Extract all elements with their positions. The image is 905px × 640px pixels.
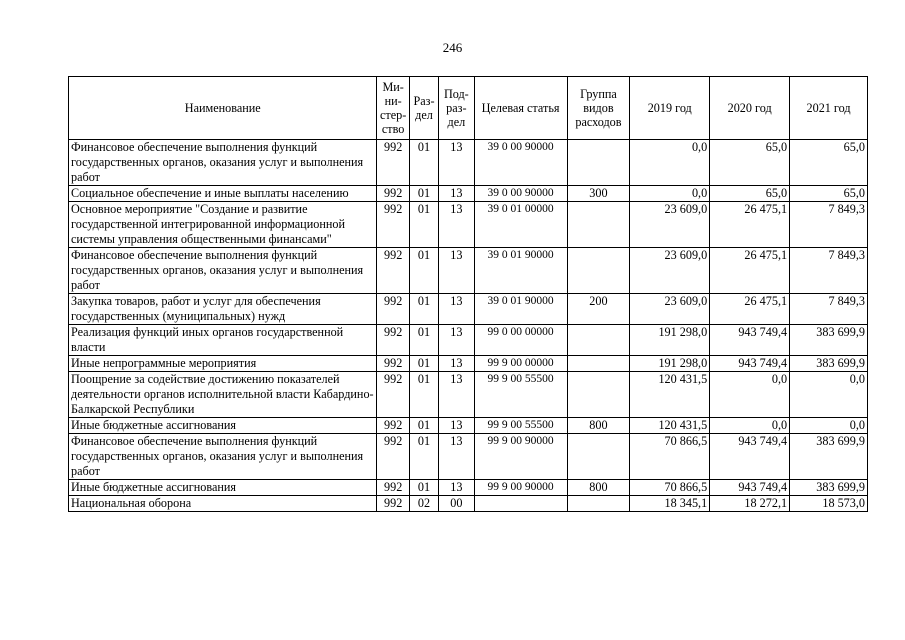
cell-2020: 18 272,1	[710, 496, 790, 512]
cell-2020: 943 749,4	[710, 434, 790, 480]
cell-section: 01	[409, 372, 438, 418]
header-subsection: Под-раз-дел	[439, 77, 474, 140]
table-row	[69, 372, 868, 418]
cell-ministry: 992	[377, 248, 409, 294]
cell-ministry: 992	[377, 356, 409, 372]
cell-ministry: 992	[377, 434, 409, 480]
cell-2021: 7 849,3	[790, 248, 868, 294]
cell-2021: 7 849,3	[790, 202, 868, 248]
table-body	[69, 140, 868, 512]
cell-section: 01	[409, 325, 438, 356]
cell-article	[474, 496, 567, 512]
cell-article: 99 9 00 00000	[474, 356, 567, 372]
table-row	[69, 325, 868, 356]
cell-section: 01	[409, 248, 438, 294]
cell-group	[567, 202, 630, 248]
table-row	[69, 140, 868, 186]
table-row	[69, 202, 868, 248]
cell-name: Реализация функций иных органов государственной власти	[69, 325, 377, 356]
cell-2020: 65,0	[710, 140, 790, 186]
cell-ministry: 992	[377, 325, 409, 356]
cell-section: 01	[409, 202, 438, 248]
cell-article: 39 0 00 90000	[474, 140, 567, 186]
cell-article: 99 0 00 00000	[474, 325, 567, 356]
cell-2021: 65,0	[790, 140, 868, 186]
cell-2020: 943 749,4	[710, 480, 790, 496]
table-header	[69, 77, 868, 140]
cell-2019: 120 431,5	[630, 418, 710, 434]
table-row	[69, 248, 868, 294]
cell-subsection: 13	[439, 325, 474, 356]
cell-name: Закупка товаров, работ и услуг для обеспечения государственных (муниципальных) нужд	[69, 294, 377, 325]
cell-2021: 18 573,0	[790, 496, 868, 512]
table-row	[69, 186, 868, 202]
cell-2019: 23 609,0	[630, 202, 710, 248]
cell-2021: 383 699,9	[790, 325, 868, 356]
cell-article: 99 9 00 55500	[474, 418, 567, 434]
cell-2020: 26 475,1	[710, 202, 790, 248]
cell-section: 01	[409, 356, 438, 372]
cell-subsection: 13	[439, 356, 474, 372]
cell-subsection: 13	[439, 186, 474, 202]
cell-2019: 191 298,0	[630, 356, 710, 372]
header-2021: 2021 год	[790, 77, 868, 140]
cell-article: 39 0 01 90000	[474, 248, 567, 294]
cell-section: 01	[409, 480, 438, 496]
cell-group	[567, 372, 630, 418]
cell-group	[567, 325, 630, 356]
cell-article: 39 0 01 00000	[474, 202, 567, 248]
cell-name: Национальная оборона	[69, 496, 377, 512]
cell-2020: 943 749,4	[710, 356, 790, 372]
cell-subsection: 13	[439, 434, 474, 480]
cell-section: 01	[409, 140, 438, 186]
cell-name: Иные бюджетные ассигнования	[69, 418, 377, 434]
cell-2020: 0,0	[710, 418, 790, 434]
cell-2021: 7 849,3	[790, 294, 868, 325]
table-row	[69, 294, 868, 325]
cell-2019: 0,0	[630, 186, 710, 202]
cell-2020: 26 475,1	[710, 248, 790, 294]
cell-2019: 70 866,5	[630, 434, 710, 480]
cell-group	[567, 140, 630, 186]
cell-2021: 383 699,9	[790, 480, 868, 496]
header-section: Раз-дел	[409, 77, 438, 140]
cell-name: Основное мероприятие "Создание и развитие государственной интегрированной информационной системы управления общественными финансами"	[69, 202, 377, 248]
cell-ministry: 992	[377, 140, 409, 186]
cell-2021: 65,0	[790, 186, 868, 202]
table-row	[69, 434, 868, 480]
table-row	[69, 356, 868, 372]
cell-name: Поощрение за содействие достижению показателей деятельности органов исполнительной власти Кабардино-Балкарской Республики	[69, 372, 377, 418]
cell-section: 01	[409, 418, 438, 434]
cell-2020: 26 475,1	[710, 294, 790, 325]
cell-2019: 23 609,0	[630, 294, 710, 325]
header-name: Наименование	[69, 77, 377, 140]
cell-name: Финансовое обеспечение выполнения функций государственных органов, оказания услуг и выполнения работ	[69, 434, 377, 480]
cell-group	[567, 496, 630, 512]
cell-section: 01	[409, 294, 438, 325]
cell-article: 39 0 00 90000	[474, 186, 567, 202]
cell-2020: 0,0	[710, 372, 790, 418]
cell-subsection: 13	[439, 372, 474, 418]
table-row	[69, 418, 868, 434]
cell-group	[567, 248, 630, 294]
cell-group: 200	[567, 294, 630, 325]
cell-2019: 0,0	[630, 140, 710, 186]
table-row	[69, 496, 868, 512]
budget-table	[68, 76, 868, 512]
cell-article: 99 9 00 90000	[474, 434, 567, 480]
cell-subsection: 13	[439, 480, 474, 496]
cell-group: 800	[567, 418, 630, 434]
header-expense-group: Группа видов расходов	[567, 77, 630, 140]
cell-ministry: 992	[377, 202, 409, 248]
cell-ministry: 992	[377, 372, 409, 418]
cell-subsection: 13	[439, 294, 474, 325]
cell-name: Финансовое обеспечение выполнения функций государственных органов, оказания услуг и выполнения работ	[69, 140, 377, 186]
cell-group	[567, 434, 630, 480]
cell-name: Социальное обеспечение и иные выплаты населению	[69, 186, 377, 202]
cell-article: 99 9 00 55500	[474, 372, 567, 418]
header-2020: 2020 год	[710, 77, 790, 140]
cell-article: 99 9 00 90000	[474, 480, 567, 496]
table-row	[69, 480, 868, 496]
cell-ministry: 992	[377, 186, 409, 202]
cell-2020: 65,0	[710, 186, 790, 202]
cell-2021: 0,0	[790, 372, 868, 418]
page-number: 246	[442, 40, 463, 55]
cell-section: 02	[409, 496, 438, 512]
cell-subsection: 00	[439, 496, 474, 512]
header-2019: 2019 год	[630, 77, 710, 140]
cell-2021: 0,0	[790, 418, 868, 434]
cell-group	[567, 356, 630, 372]
cell-2019: 70 866,5	[630, 480, 710, 496]
cell-2019: 120 431,5	[630, 372, 710, 418]
cell-2019: 191 298,0	[630, 325, 710, 356]
cell-ministry: 992	[377, 294, 409, 325]
cell-subsection: 13	[439, 248, 474, 294]
cell-2021: 383 699,9	[790, 434, 868, 480]
cell-section: 01	[409, 186, 438, 202]
cell-2019: 23 609,0	[630, 248, 710, 294]
cell-ministry: 992	[377, 496, 409, 512]
cell-subsection: 13	[439, 418, 474, 434]
header-row	[69, 77, 868, 140]
cell-2021: 383 699,9	[790, 356, 868, 372]
cell-name: Финансовое обеспечение выполнения функций государственных органов, оказания услуг и выполнения работ	[69, 248, 377, 294]
cell-ministry: 992	[377, 480, 409, 496]
cell-2020: 943 749,4	[710, 325, 790, 356]
cell-name: Иные бюджетные ассигнования	[69, 480, 377, 496]
cell-ministry: 992	[377, 418, 409, 434]
header-target-article: Целевая статья	[474, 77, 567, 140]
cell-group: 300	[567, 186, 630, 202]
cell-subsection: 13	[439, 202, 474, 248]
cell-group: 800	[567, 480, 630, 496]
cell-section: 01	[409, 434, 438, 480]
cell-article: 39 0 01 90000	[474, 294, 567, 325]
cell-name: Иные непрограммные мероприятия	[69, 356, 377, 372]
cell-2019: 18 345,1	[630, 496, 710, 512]
cell-subsection: 13	[439, 140, 474, 186]
header-ministry: Ми-ни-стер-ство	[377, 77, 409, 140]
